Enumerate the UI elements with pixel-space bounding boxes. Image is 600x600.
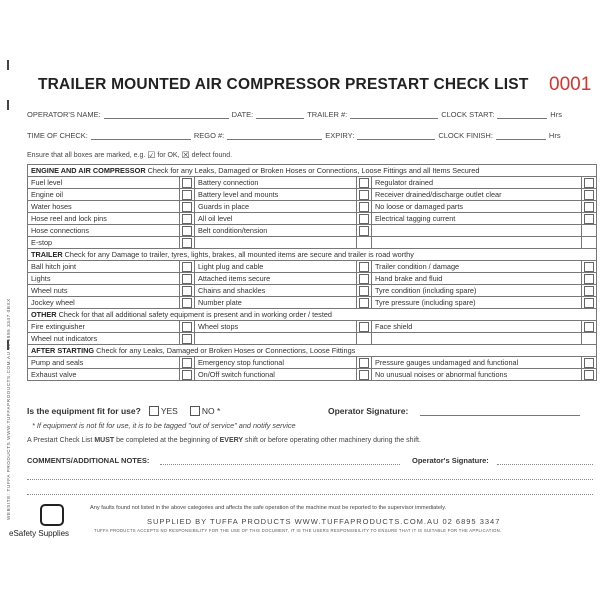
time-of-check-field[interactable] xyxy=(91,131,191,140)
check-item-cell xyxy=(357,297,372,309)
check-item-label: E-stop xyxy=(28,237,180,249)
comments-line[interactable] xyxy=(27,494,593,495)
check-checkbox[interactable] xyxy=(359,202,369,212)
check-checkbox[interactable] xyxy=(182,226,192,236)
check-checkbox[interactable] xyxy=(182,334,192,344)
esafety-logo-icon xyxy=(40,504,64,526)
unfit-note: * If equipment is not fit for use, it is to be tagged "out of service" and notify service xyxy=(32,421,296,430)
check-checkbox[interactable] xyxy=(182,190,192,200)
check-item-label: Chains and shackles xyxy=(195,285,357,297)
page-title: TRAILER MOUNTED AIR COMPRESSOR PRESTART CHECK LIST xyxy=(38,76,529,93)
clock-start-label: CLOCK START: xyxy=(441,110,495,119)
fit-question: Is the equipment fit for use? xyxy=(27,406,141,416)
prestart-note-a: A Prestart Check List xyxy=(27,437,95,444)
table-row xyxy=(28,285,597,297)
prestart-note-every: EVERY xyxy=(219,437,244,444)
check-checkbox[interactable] xyxy=(182,286,192,296)
section-header xyxy=(28,165,597,177)
check-checkbox[interactable] xyxy=(182,262,192,272)
operator-signature-2-label: Operator's Signature: xyxy=(412,456,489,465)
expiry-field[interactable] xyxy=(357,131,435,140)
operator-signature-label: Operator Signature: xyxy=(328,406,409,416)
clock-start-field[interactable] xyxy=(497,110,547,119)
check-item-label: Hose reel and lock pins xyxy=(28,213,180,225)
check-item-label: Fire extinguisher xyxy=(28,321,180,333)
check-checkbox[interactable] xyxy=(359,370,369,380)
prestart-note-must: MUST xyxy=(94,437,115,444)
date-label: DATE: xyxy=(231,110,254,119)
check-item-cell xyxy=(180,357,195,369)
check-item-label: Number plate xyxy=(195,297,357,309)
check-item-cell xyxy=(180,369,195,381)
check-item-label: Attached items secure xyxy=(195,273,357,285)
table-row xyxy=(28,201,597,213)
table-row xyxy=(28,225,597,237)
check-checkbox[interactable] xyxy=(584,370,594,380)
margin-tick xyxy=(7,100,9,110)
defect-example-icon: ☒ xyxy=(181,150,190,160)
section-description: Check for any Leaks, Damaged or Broken Hoses or Connections, Loose Fittings and all Items Secured xyxy=(147,166,480,175)
trailer-label: TRAILER #: xyxy=(307,110,348,119)
check-item-cell xyxy=(582,189,597,201)
table-row xyxy=(28,357,597,369)
check-checkbox[interactable] xyxy=(584,358,594,368)
section-name: AFTER STARTING xyxy=(31,346,95,355)
section-header xyxy=(28,249,597,261)
check-checkbox[interactable] xyxy=(584,178,594,188)
check-checkbox[interactable] xyxy=(359,262,369,272)
check-item-cell xyxy=(180,201,195,213)
defect-text: defect found. xyxy=(191,152,233,159)
check-item-cell xyxy=(582,273,597,285)
check-item-cell xyxy=(582,297,597,309)
faults-note: Any faults found not listed in the above categories and affects the safe operation of the machine must be reported to the supervisor immediately. xyxy=(90,505,447,511)
check-item-cell xyxy=(357,369,372,381)
check-checkbox[interactable] xyxy=(359,322,369,332)
no-checkbox[interactable] xyxy=(190,406,200,416)
check-item-label: Wheel nuts xyxy=(28,285,180,297)
prestart-note-b: be completed at the beginning of xyxy=(114,437,220,444)
check-item-cell xyxy=(180,273,195,285)
check-checkbox[interactable] xyxy=(359,286,369,296)
check-item-cell xyxy=(582,357,597,369)
hrs-label: Hrs xyxy=(550,110,562,119)
check-checkbox[interactable] xyxy=(182,370,192,380)
check-item-label: Belt condition/tension xyxy=(195,225,357,237)
serial-number: 0001 xyxy=(549,74,592,95)
check-item-cell xyxy=(582,333,597,345)
check-item-cell xyxy=(180,285,195,297)
check-item-cell xyxy=(180,261,195,273)
check-checkbox[interactable] xyxy=(584,262,594,272)
check-item-cell xyxy=(357,321,372,333)
section-header xyxy=(28,309,597,321)
check-item-cell xyxy=(180,177,195,189)
operator-name-field[interactable] xyxy=(104,110,229,119)
margin-tick xyxy=(7,60,9,70)
check-item-label: Wheel nut indicators xyxy=(28,333,180,345)
check-item-label: Pump and seals xyxy=(28,357,180,369)
check-item-cell xyxy=(180,333,195,345)
table-row xyxy=(28,333,597,345)
check-checkbox[interactable] xyxy=(182,238,192,248)
check-item-cell xyxy=(357,213,372,225)
check-item-cell xyxy=(582,321,597,333)
logo-text: eSafety Supplies xyxy=(9,529,70,538)
check-checkbox[interactable] xyxy=(359,178,369,188)
check-checkbox[interactable] xyxy=(182,178,192,188)
yes-label: YES xyxy=(160,406,178,416)
check-item-label xyxy=(195,237,357,249)
table-row xyxy=(28,189,597,201)
check-item-cell xyxy=(582,261,597,273)
check-item-label: All oil level xyxy=(195,213,357,225)
check-item-label: Pressure gauges undamaged and functional xyxy=(372,357,582,369)
table-row xyxy=(28,369,597,381)
check-checkbox[interactable] xyxy=(182,298,192,308)
check-item-cell xyxy=(582,177,597,189)
disclaimer: TUFFA PRODUCTS ACCEPTS NO RESPONSIBILITY FOR THE USE OF THIS DOCUMENT, IT IS THE USERS RESPONSIBILITY TO ENSURE THAT IT IS SUITABLE FOR THE APPLICATION. xyxy=(94,528,502,533)
check-item-label: Water hoses xyxy=(28,201,180,213)
check-checkbox[interactable] xyxy=(359,274,369,284)
check-item-label xyxy=(195,333,357,345)
check-item-label xyxy=(372,237,582,249)
prestart-note xyxy=(27,437,421,444)
check-item-label: Hose connections xyxy=(28,225,180,237)
fit-for-use xyxy=(27,406,220,416)
prestart-note-c: shift or before operating other machinery during the shift. xyxy=(243,437,421,444)
check-item-label: Tyre condition (including spare) xyxy=(372,285,582,297)
check-checkbox[interactable] xyxy=(182,274,192,284)
section-name: ENGINE AND AIR COMPRESSOR xyxy=(31,166,146,175)
check-item-cell xyxy=(357,357,372,369)
check-checkbox[interactable] xyxy=(182,202,192,212)
check-item-label: Guards in place xyxy=(195,201,357,213)
check-item-label: Exhaust valve xyxy=(28,369,180,381)
comments-line[interactable] xyxy=(27,479,593,480)
section-description: Check for any Leaks, Damaged or Broken Hoses or Connections, Loose Fittings xyxy=(96,346,356,355)
comments-field[interactable] xyxy=(160,464,400,465)
check-item-label: Hand brake and fluid xyxy=(372,273,582,285)
header-fields-row-2 xyxy=(27,131,561,140)
check-item-cell xyxy=(180,297,195,309)
check-item-label: Wheel stops xyxy=(195,321,357,333)
check-item-cell xyxy=(582,285,597,297)
table-row xyxy=(28,321,597,333)
checklist-table xyxy=(27,164,597,381)
check-item-cell xyxy=(582,225,597,237)
check-item-cell xyxy=(357,189,372,201)
no-label: NO * xyxy=(201,406,221,416)
check-checkbox[interactable] xyxy=(584,190,594,200)
check-item-label: On/Off switch functional xyxy=(195,369,357,381)
section-name: TRAILER xyxy=(31,250,63,259)
check-item-label: No unusual noises or abnormal functions xyxy=(372,369,582,381)
check-item-cell xyxy=(357,261,372,273)
check-checkbox[interactable] xyxy=(584,274,594,284)
check-checkbox[interactable] xyxy=(584,286,594,296)
section-header-cell xyxy=(28,345,597,357)
check-item-cell xyxy=(582,237,597,249)
check-checkbox[interactable] xyxy=(182,358,192,368)
check-checkbox[interactable] xyxy=(359,226,369,236)
check-item-label: Trailer condition / damage xyxy=(372,261,582,273)
rego-field[interactable] xyxy=(227,131,322,140)
check-item-label: Tyre pressure (including spare) xyxy=(372,297,582,309)
expiry-label: EXPIRY: xyxy=(325,131,355,140)
check-item-cell xyxy=(180,237,195,249)
check-item-label xyxy=(372,333,582,345)
check-item-cell xyxy=(582,369,597,381)
check-item-label: Lights xyxy=(28,273,180,285)
check-checkbox[interactable] xyxy=(182,214,192,224)
clock-finish-field[interactable] xyxy=(496,131,546,140)
trailer-field[interactable] xyxy=(350,110,438,119)
table-row xyxy=(28,213,597,225)
check-checkbox[interactable] xyxy=(359,358,369,368)
section-description: Check for that all additional safety equipment is present and in working order / tested xyxy=(58,310,332,319)
table-row xyxy=(28,177,597,189)
ok-example-icon: ☑ xyxy=(147,150,156,160)
check-item-label: No loose or damaged parts xyxy=(372,201,582,213)
check-item-cell xyxy=(180,213,195,225)
operator-signature-field[interactable] xyxy=(420,415,580,416)
check-item-cell xyxy=(357,285,372,297)
check-checkbox[interactable] xyxy=(584,214,594,224)
instructions xyxy=(27,150,232,161)
section-description: Check for any Damage to trailer, tyres, lights, brakes, all mounted items are secure and trailer is road worthy xyxy=(64,250,414,259)
check-checkbox[interactable] xyxy=(359,214,369,224)
section-header-cell xyxy=(28,309,597,321)
check-item-label: Battery connection xyxy=(195,177,357,189)
check-item-label: Engine oil xyxy=(28,189,180,201)
side-website-text: WEBSITE: TUFFA PRODUCTS WWW.TUFFAPRODUCTS.COM.AU 02 6895 3347 0BXX xyxy=(6,298,11,520)
check-item-label: Receiver drained/discharge outlet clear xyxy=(372,189,582,201)
check-item-label: Battery level and mounts xyxy=(195,189,357,201)
hrs-label: Hrs xyxy=(548,131,561,140)
check-item-cell xyxy=(357,333,372,345)
section-header-cell xyxy=(28,165,597,177)
check-item-cell xyxy=(357,201,372,213)
check-item-label: Jockey wheel xyxy=(28,297,180,309)
table-row xyxy=(28,273,597,285)
check-item-cell xyxy=(582,213,597,225)
ensure-text: Ensure that all boxes are marked, e.g. xyxy=(27,152,146,159)
time-of-check-label: TIME OF CHECK: xyxy=(27,131,88,140)
date-field[interactable] xyxy=(256,110,304,119)
check-checkbox[interactable] xyxy=(584,202,594,212)
operator-signature-2-field[interactable] xyxy=(497,464,593,465)
ok-text: for OK, xyxy=(157,152,180,159)
check-item-cell xyxy=(357,177,372,189)
check-item-label: Emergency stop functional xyxy=(195,357,357,369)
comments-label: COMMENTS/ADDITIONAL NOTES: xyxy=(27,456,150,465)
check-checkbox[interactable] xyxy=(584,298,594,308)
check-item-cell xyxy=(357,225,372,237)
check-item-cell xyxy=(582,201,597,213)
check-item-cell xyxy=(357,273,372,285)
rego-label: REGO #: xyxy=(193,131,225,140)
check-checkbox[interactable] xyxy=(584,322,594,332)
check-item-cell xyxy=(180,321,195,333)
check-item-label: Light plug and cable xyxy=(195,261,357,273)
supplier-line: SUPPLIED BY TUFFA PRODUCTS WWW.TUFFAPRODUCTS.COM.AU 02 6895 3347 xyxy=(147,517,501,526)
section-header xyxy=(28,345,597,357)
yes-checkbox[interactable] xyxy=(149,406,159,416)
table-row xyxy=(28,297,597,309)
check-item-label: Electrical tagging current xyxy=(372,213,582,225)
check-item-label: Face shield xyxy=(372,321,582,333)
check-item-cell xyxy=(180,189,195,201)
check-item-label: Ball hitch joint xyxy=(28,261,180,273)
table-row xyxy=(28,261,597,273)
clock-finish-label: CLOCK FINISH: xyxy=(438,131,493,140)
check-item-cell xyxy=(180,225,195,237)
check-item-cell xyxy=(357,237,372,249)
check-item-label: Regulator drained xyxy=(372,177,582,189)
table-row xyxy=(28,237,597,249)
check-checkbox[interactable] xyxy=(182,322,192,332)
section-name: OTHER xyxy=(31,310,57,319)
check-item-label: Fuel level xyxy=(28,177,180,189)
header-fields-row-1 xyxy=(27,110,562,119)
operator-name-label: OPERATOR'S NAME: xyxy=(27,110,101,119)
check-item-label xyxy=(372,225,582,237)
check-checkbox[interactable] xyxy=(359,298,369,308)
check-checkbox[interactable] xyxy=(359,190,369,200)
section-header-cell xyxy=(28,249,597,261)
